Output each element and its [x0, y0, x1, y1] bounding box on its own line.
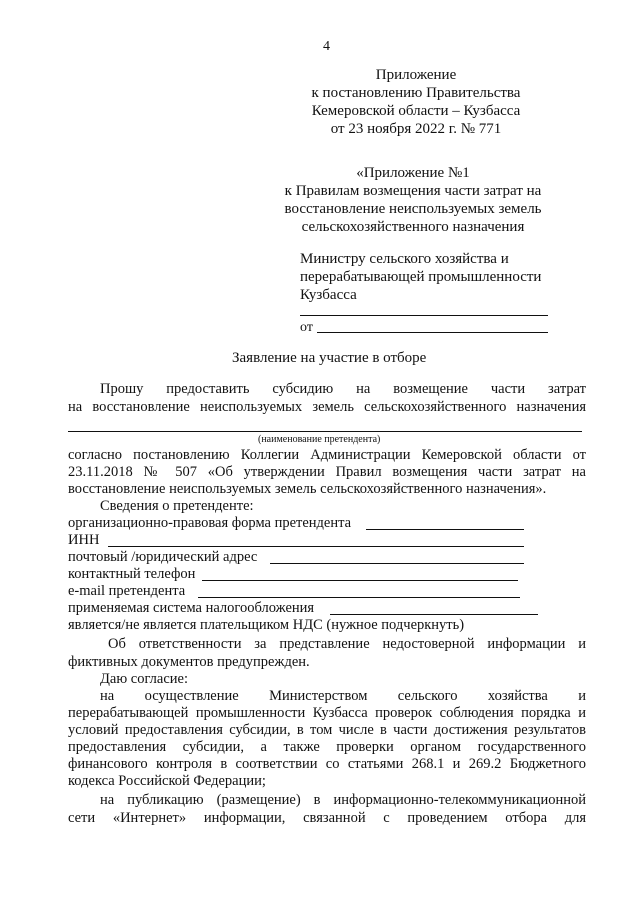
- annex1-header-line: к Правилам возмещения части затрат на: [284, 183, 542, 199]
- paragraph-line: на осуществление Министерством сельского хозяйства и: [100, 688, 586, 704]
- paragraph-line: согласно постановлению Коллегии Администрации Кемеровской области от: [68, 447, 586, 463]
- annex-header: [300, 66, 532, 138]
- page-number: 4: [323, 39, 330, 54]
- paragraph-line: 23.11.2018 № 507 «Об утверждении Правил возмещения части затрат на: [68, 464, 586, 480]
- paragraph-line: Об ответственности за представление недостоверной информации и: [108, 636, 586, 652]
- annex1-header-line: сельскохозяйственного назначения: [301, 219, 525, 235]
- applicant-caption: (наименование претендента): [258, 434, 381, 445]
- annex1-header: [272, 164, 554, 236]
- applicant-name-line[interactable]: [68, 431, 582, 432]
- email-input-line[interactable]: [198, 597, 520, 598]
- paragraph-line: на публикацию (размещение) в информационно-телекоммуникационной: [100, 792, 586, 808]
- inn-input-line[interactable]: [108, 546, 524, 547]
- addressee: [300, 250, 541, 304]
- address-input-line[interactable]: [270, 563, 524, 564]
- vat-status-line: является/не является плательщиком НДС (нужное подчеркнуть): [68, 617, 465, 633]
- annex1-header-line: восстановление неиспользуемых земель: [284, 201, 542, 217]
- paragraph-line: Прошу предоставить субсидию на возмещение части затрат: [100, 381, 586, 397]
- addressee-line: перерабатывающей промышленности: [300, 269, 542, 285]
- field-label: применяемая система налогообложения: [68, 600, 315, 616]
- tax-system-input-line[interactable]: [330, 614, 538, 615]
- annex-header-line: Кемеровской области – Кузбасса: [311, 103, 521, 119]
- document-title: Заявление на участие в отборе: [232, 350, 427, 366]
- addressee-blank-line[interactable]: [300, 315, 548, 316]
- org-form-input-line[interactable]: [366, 529, 524, 530]
- paragraph-line: сети «Интернет» информации, связанной с проведением отбора для: [68, 810, 586, 826]
- paragraph-line: восстановление неиспользуемых земель сельскохозяйственного назначения».: [68, 481, 547, 497]
- paragraph-line: фиктивных документов предупрежден.: [68, 654, 310, 670]
- phone-input-line[interactable]: [202, 580, 518, 581]
- from-blank-line[interactable]: [317, 332, 548, 333]
- paragraph-line: финансового контроля в соответствии со статьями 268.1 и 269.2 Бюджетного: [68, 756, 586, 772]
- paragraph-line: на восстановление неиспользуемых земель сельскохозяйственного назначения: [68, 399, 586, 415]
- field-label: ИНН: [68, 532, 100, 548]
- paragraph-line: кодекса Российской Федерации;: [68, 773, 266, 789]
- info-heading: Сведения о претенденте:: [100, 498, 254, 514]
- consent-heading: Даю согласие:: [100, 671, 189, 687]
- field-label: организационно-правовая форма претендента: [68, 515, 352, 531]
- field-label: e-mail претендента: [68, 583, 186, 599]
- annex-header-line: от 23 ноября 2022 г. № 771: [330, 121, 502, 137]
- annex-header-line: к постановлению Правительства: [311, 85, 521, 101]
- paragraph-line: предоставления субсидии, а также проверки органом государственного: [68, 739, 586, 755]
- paragraph-line: условий предоставления субсидии, в том числе в части достижения результатов: [68, 722, 586, 738]
- annex-header-line: Приложение: [375, 67, 457, 83]
- from-label: от: [300, 320, 313, 335]
- annex1-header-line: «Приложение №1: [356, 165, 470, 181]
- field-label: почтовый /юридический адрес: [68, 549, 258, 565]
- field-label: контактный телефон: [68, 566, 196, 582]
- addressee-line: Кузбасса: [300, 287, 357, 303]
- paragraph-line: перерабатывающей промышленности Кузбасса проверок соблюдения порядка и: [68, 705, 586, 721]
- addressee-line: Министру сельского хозяйства и: [300, 251, 509, 267]
